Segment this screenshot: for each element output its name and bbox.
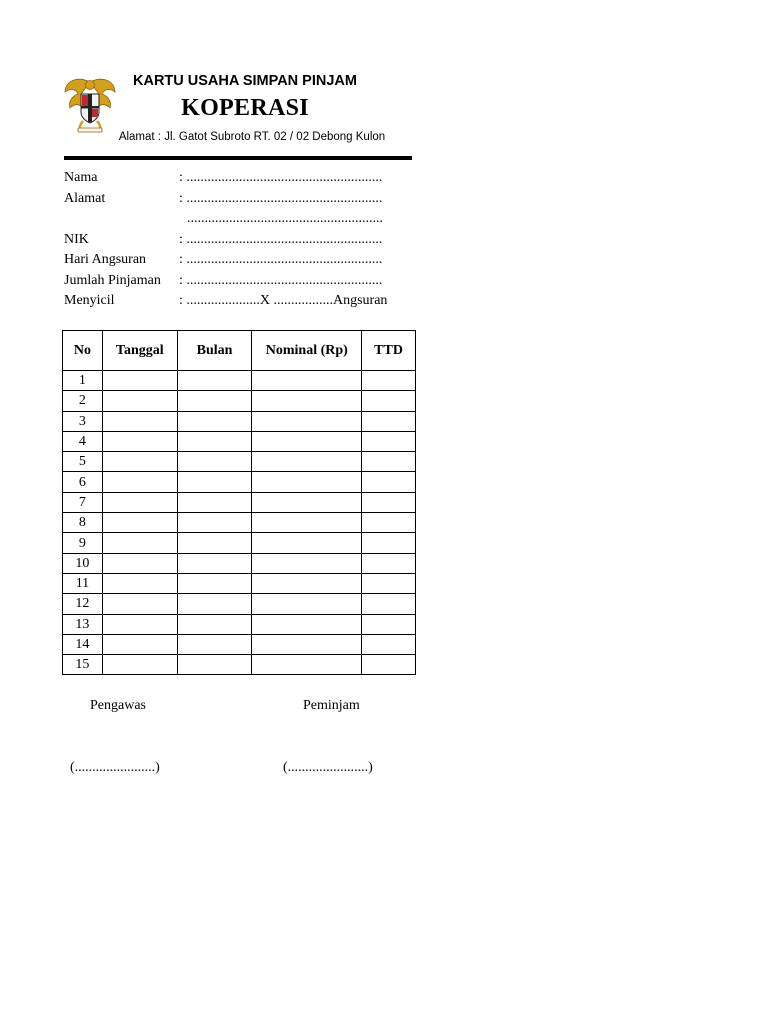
field-alamat xyxy=(64,189,424,210)
nominal-cell[interactable] xyxy=(252,452,362,472)
ttd-cell[interactable] xyxy=(362,452,416,472)
address-line: Alamat : Jl. Gatot Subroto RT. 02 / 02 Debong Kulon xyxy=(118,131,386,143)
row-number: 1 xyxy=(63,371,103,391)
field-value[interactable]: : ........................................................ xyxy=(179,272,383,288)
column-header-tanggal: Tanggal xyxy=(102,331,177,371)
table-row xyxy=(63,655,416,675)
field-value[interactable]: : ........................................................ xyxy=(179,170,383,185)
table-row xyxy=(63,513,416,533)
row-number: 15 xyxy=(63,655,103,675)
nominal-cell[interactable] xyxy=(252,553,362,573)
bulan-cell[interactable] xyxy=(177,431,252,451)
row-number: 14 xyxy=(63,634,103,654)
bulan-cell[interactable] xyxy=(177,513,252,533)
table-row xyxy=(63,553,416,573)
nominal-cell[interactable] xyxy=(252,391,362,411)
nominal-cell[interactable] xyxy=(252,594,362,614)
table-row xyxy=(63,431,416,451)
bulan-cell[interactable] xyxy=(177,492,252,512)
field-label: Hari Angsuran xyxy=(64,252,147,267)
member-info-fields xyxy=(64,168,424,312)
nominal-cell[interactable] xyxy=(252,513,362,533)
table-row xyxy=(63,634,416,654)
ttd-cell[interactable] xyxy=(362,513,416,533)
field-value[interactable]: : ........................................................ xyxy=(179,252,383,267)
row-number: 10 xyxy=(63,553,103,573)
tanggal-cell[interactable] xyxy=(102,411,177,431)
field-nik xyxy=(64,230,424,251)
table-row xyxy=(63,452,416,472)
nominal-cell[interactable] xyxy=(252,371,362,391)
tanggal-cell[interactable] xyxy=(102,391,177,411)
ttd-cell[interactable] xyxy=(362,533,416,553)
page-title: KOPERASI xyxy=(181,95,309,121)
ttd-cell[interactable] xyxy=(362,411,416,431)
ttd-cell[interactable] xyxy=(362,472,416,492)
bulan-cell[interactable] xyxy=(177,655,252,675)
table-row xyxy=(63,371,416,391)
row-number: 9 xyxy=(63,533,103,553)
field-label: Alamat xyxy=(64,190,106,206)
table-row xyxy=(63,533,416,553)
field-nama xyxy=(64,168,424,189)
nominal-cell[interactable] xyxy=(252,411,362,431)
bulan-cell[interactable] xyxy=(177,452,252,472)
row-number: 13 xyxy=(63,614,103,634)
signature-line-pengawas[interactable]: (.......................) xyxy=(70,760,160,775)
tanggal-cell[interactable] xyxy=(102,594,177,614)
bulan-cell[interactable] xyxy=(177,391,252,411)
signature-line-peminjam[interactable]: (.......................) xyxy=(283,760,373,775)
table-header-row xyxy=(63,331,416,371)
garuda-emblem-icon xyxy=(64,76,116,134)
ttd-cell[interactable] xyxy=(362,553,416,573)
row-number: 5 xyxy=(63,452,103,472)
signature-label-pengawas: Pengawas xyxy=(90,698,146,713)
field-label: Jumlah Pinjaman xyxy=(64,272,161,288)
tanggal-cell[interactable] xyxy=(102,655,177,675)
field-label: NIK xyxy=(64,231,89,247)
table-row xyxy=(63,391,416,411)
nominal-cell[interactable] xyxy=(252,655,362,675)
ttd-cell[interactable] xyxy=(362,655,416,675)
tanggal-cell[interactable] xyxy=(102,452,177,472)
bulan-cell[interactable] xyxy=(177,553,252,573)
nominal-cell[interactable] xyxy=(252,533,362,553)
table-row xyxy=(63,594,416,614)
ttd-cell[interactable] xyxy=(362,492,416,512)
ttd-cell[interactable] xyxy=(362,634,416,654)
ttd-cell[interactable] xyxy=(362,573,416,593)
tanggal-cell[interactable] xyxy=(102,634,177,654)
row-number: 8 xyxy=(63,513,103,533)
tanggal-cell[interactable] xyxy=(102,553,177,573)
card-subtitle: KARTU USAHA SIMPAN PINJAM xyxy=(133,73,357,89)
nominal-cell[interactable] xyxy=(252,573,362,593)
tanggal-cell[interactable] xyxy=(102,431,177,451)
ttd-cell[interactable] xyxy=(362,431,416,451)
column-header-nominal: Nominal (Rp) xyxy=(252,331,362,371)
header-divider xyxy=(64,156,412,160)
nominal-cell[interactable] xyxy=(252,614,362,634)
ttd-cell[interactable] xyxy=(362,594,416,614)
bulan-cell[interactable] xyxy=(177,472,252,492)
row-number: 12 xyxy=(63,594,103,614)
row-number: 7 xyxy=(63,492,103,512)
ttd-cell[interactable] xyxy=(362,614,416,634)
tanggal-cell[interactable] xyxy=(102,573,177,593)
tanggal-cell[interactable] xyxy=(102,472,177,492)
ttd-cell[interactable] xyxy=(362,371,416,391)
nominal-cell[interactable] xyxy=(252,431,362,451)
field-alamat-continued xyxy=(64,209,424,230)
bulan-cell[interactable] xyxy=(177,614,252,634)
signature-label-peminjam: Peminjam xyxy=(303,698,360,713)
row-number: 4 xyxy=(63,431,103,451)
tanggal-cell[interactable] xyxy=(102,533,177,553)
column-header-bulan: Bulan xyxy=(177,331,252,371)
bulan-cell[interactable] xyxy=(177,371,252,391)
table-body xyxy=(63,371,416,675)
tanggal-cell[interactable] xyxy=(102,371,177,391)
ttd-cell[interactable] xyxy=(362,391,416,411)
field-hari-angsuran xyxy=(64,250,424,271)
field-value[interactable]: : .....................X .................Angsuran xyxy=(179,293,388,308)
bulan-cell[interactable] xyxy=(177,594,252,614)
bulan-cell[interactable] xyxy=(177,634,252,654)
table-row xyxy=(63,472,416,492)
tanggal-cell[interactable] xyxy=(102,492,177,512)
tanggal-cell[interactable] xyxy=(102,614,177,634)
row-number: 6 xyxy=(63,472,103,492)
table-row xyxy=(63,573,416,593)
table-row xyxy=(63,492,416,512)
field-label: Nama xyxy=(64,170,98,185)
row-number: 2 xyxy=(63,391,103,411)
field-jumlah-pinjaman xyxy=(64,271,424,292)
row-number: 11 xyxy=(63,573,103,593)
table-row xyxy=(63,411,416,431)
column-header-ttd: TTD xyxy=(362,331,416,371)
bulan-cell[interactable] xyxy=(177,533,252,553)
field-label: Menyicil xyxy=(64,293,115,308)
installment-table xyxy=(62,330,416,675)
column-header-no: No xyxy=(63,331,103,371)
row-number: 3 xyxy=(63,411,103,431)
field-value[interactable]: ........................................................ xyxy=(187,211,383,226)
bulan-cell[interactable] xyxy=(177,411,252,431)
table-row xyxy=(63,614,416,634)
field-value[interactable]: : ........................................................ xyxy=(179,190,383,206)
field-menyicil xyxy=(64,291,424,312)
nominal-cell[interactable] xyxy=(252,472,362,492)
field-value[interactable]: : ........................................................ xyxy=(179,231,383,247)
bulan-cell[interactable] xyxy=(177,573,252,593)
tanggal-cell[interactable] xyxy=(102,513,177,533)
nominal-cell[interactable] xyxy=(252,634,362,654)
nominal-cell[interactable] xyxy=(252,492,362,512)
